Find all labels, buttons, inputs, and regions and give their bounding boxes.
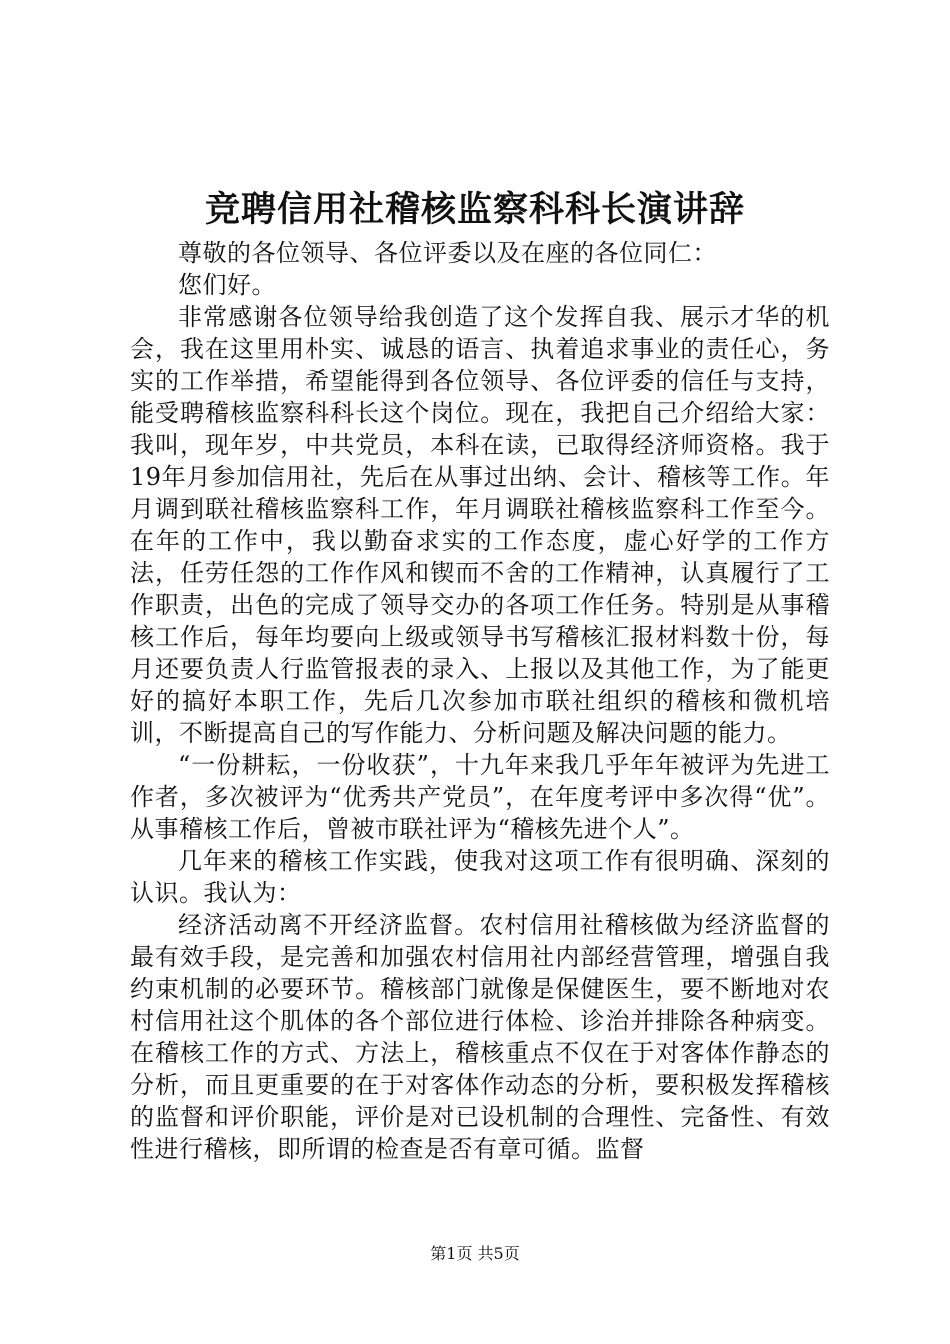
greeting-paragraph: 您们好。	[178, 271, 276, 299]
understanding-paragraph: 几年来的稽核工作实践，使我对这项工作有很明确、深刻的认识。我认为：	[130, 847, 830, 907]
introduction-paragraph: 非常感谢各位领导给我创造了这个发挥自我、展示才华的机会，我在这里用朴实、诚恳的语言、执着追求事业的责任心，务实的工作举措，希望能得到各位领导、各位评委的信任与支持，能受聘稽核监察科科长这个岗位。现在，我把自己介绍给大家：我叫，现年岁，中共党员，本科在读，已取得经济师资格。我于19年月参加信用社，先后在从事过出纳、会计、稽核等工作。年月调到联社稽核监察科工作，年月调联社稽核监察科工作至今。在年的工作中，我以勤奋求实的工作态度，虚心好学的工作方法，任劳任怨的工作作风和锲而不舍的工作精神，认真履行了工作职责，出色的完成了领导交办的各项工作任务。特别是从事稽核工作后，每年均要向上级或领导书写稽核汇报材料数十份，每月还要负责人行监管报表的录入、上报以及其他工作，为了能更好的搞好本职工作，先后几次参加市联社组织的稽核和微机培训，不断提高自己的写作能力、分析问题及解决问题的能力。	[130, 303, 830, 747]
salutation-paragraph: 尊敬的各位领导、各位评委以及在座的各位同仁：	[178, 239, 717, 267]
document-title: 竞聘信用社稽核监察科科长演讲辞	[204, 189, 745, 230]
supervision-paragraph: 经济活动离不开经济监督。农村信用社稽核做为经济监督的最有效手段，是完善和加强农村信用社内部经营管理，增强自我约束机制的必要环节。稽核部门就像是保健医生，要不断地对农村信用社这个肌体的各个部位进行体检、诊治并排除各种病变。在稽核工作的方式、方法上，稽核重点不仅在于对客体作静态的分析，而且更重要的在于对客体作动态的分析，要积极发挥稽核的监督和评价职能，评价是对已设机制的合理性、完备性、有效性进行稽核，即所谓的检查是否有章可循。监督	[130, 911, 830, 1163]
document-body	[130, 237, 830, 1165]
page-number-footer: 第1页 共5页	[430, 1244, 520, 1263]
achievements-paragraph: “一份耕耘，一份收获”，十九年来我几乎年年被评为先进工作者，多次被评为“优秀共产党员”，在年度考评中多次得“优”。从事稽核工作后，曾被市联社评为“稽核先进个人”。	[130, 751, 830, 843]
